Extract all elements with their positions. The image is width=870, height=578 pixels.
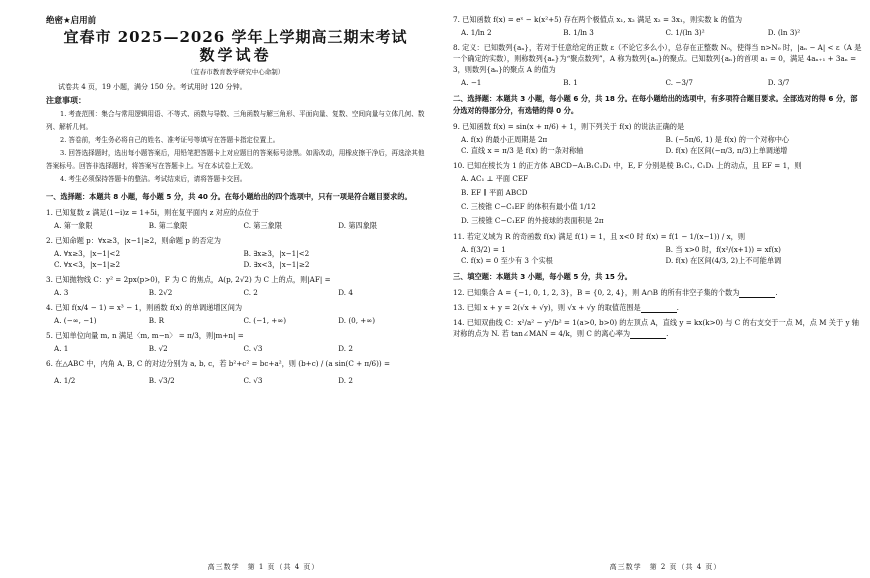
note-item: 4. 考生必须保持答题卡的整洁。考试结束后，请将答题卡交回。 bbox=[60, 175, 247, 183]
exam-organizer: （宜春市教育教学研究中心命制） bbox=[186, 68, 285, 76]
option: C. 1/(ln 3)² bbox=[665, 28, 705, 37]
question-text: 14. 已知双曲线 C：x²/a² − y²/b² = 1(a>0, b>0) 的左顶点 A，直线 y = kx(k>0) 与 C 的右支交于一点 M，点 M 关于 y 轴对称的点为 N. 若 tan∠MAN = 4/k，则 C 的离心率为 bbox=[453, 318, 859, 338]
question-11: 11. 若定义域为 R 的奇函数 f(x) 满足 f(1) = 1，且 x<0 时 f(x) = f(1 − 1/(x−1)) / x，则 bbox=[453, 232, 746, 241]
question-12: 12. 已知集合 A = {−1, 0, 1, 2, 3}，B = {0, 2, 4}，则 A∩B 的所有非空子集的个数为 . bbox=[453, 288, 778, 297]
page-footer: 高三数学 第 1 页（共 4 页） bbox=[207, 563, 320, 571]
note-item: 2. 答卷前，考生务必将自己的姓名、准考证号等填写在答题卡指定位置上。 bbox=[60, 136, 280, 144]
exam-subject: 数学试卷 bbox=[199, 46, 272, 64]
option: D. 3/7 bbox=[767, 78, 790, 87]
options-row bbox=[46, 375, 425, 386]
page-footer: 高三数学 第 2 页（共 4 页） bbox=[609, 563, 722, 571]
question-5: 5. 已知单位向量 m, n 满足〈m, m−n〉 = π/3，则|m+n| = bbox=[46, 331, 244, 340]
option: A. 1/ln 2 bbox=[461, 28, 492, 37]
option: A. f(x) 的最小正周期是 2π bbox=[461, 135, 548, 144]
notes-heading: 注意事项： bbox=[46, 96, 86, 105]
option: B. ∃x≥3，|x−1|<2 bbox=[243, 249, 310, 258]
option: A. (−∞, −1) bbox=[54, 316, 97, 325]
option: B. EF ∥ 平面 ABCD bbox=[461, 188, 528, 197]
option: B. 1/ln 3 bbox=[563, 28, 594, 37]
option: C. √3 bbox=[243, 376, 263, 385]
option: D. 2 bbox=[338, 344, 353, 353]
option: C. ∀x<3，|x−1|≥2 bbox=[54, 260, 121, 269]
option: D. 2 bbox=[338, 376, 353, 385]
page-gutter bbox=[437, 0, 438, 578]
option: D. (0, +∞) bbox=[338, 316, 376, 325]
section-heading: 一、选择题：本题共 8 小题，每小题 5 分，共 40 分。在每小题给出的四个选项中，只有一项是符合题目要求的。 bbox=[46, 192, 412, 201]
options-grid bbox=[453, 134, 862, 156]
question-8: 8. 定义：已知数列{aₙ}，若对于任意给定的正数 ε（不论它多么小），总存在正整数 N₀，使得当 n>N₀ 时，|aₙ − A| < ε（A 是一个确定的实数），则称数列{aₙ}为“聚点数列”，A 称为数列{aₙ}的聚点。已知数列{aₙ}的首项 a₁ = 0，满足 4aₙ₊₁ + 3aₙ = 3，则数列{aₙ}的聚点 A 的值为 bbox=[453, 43, 862, 74]
options-row bbox=[453, 77, 862, 88]
confidential-label: 绝密★启用前 bbox=[46, 16, 97, 26]
option: B. 第二象限 bbox=[148, 221, 188, 230]
option: C. f(x) = 0 至少有 3 个实根 bbox=[461, 256, 553, 265]
answer-blank bbox=[630, 330, 666, 339]
question-13: 13. 已知 x + y = 2(√x + √y)，则 √x + √y 的取值范围是 . bbox=[453, 303, 679, 312]
question-6: 6. 在△ABC 中，内角 A, B, C 的对边分别为 a, b, c，若 b²+c² = bc+a²，则 (b+c) / (a sin(C + π/6)) = bbox=[46, 359, 391, 368]
question-text: 13. 已知 x + y = 2(√x + √y)，则 √x + √y 的取值范围是 bbox=[453, 303, 641, 312]
options-row bbox=[46, 315, 425, 326]
answer-blank bbox=[739, 289, 775, 298]
question-1: 1. 已知复数 z 满足(1−i)z = 1+5i，则在复平面内 z 对应的点位于 bbox=[46, 208, 259, 217]
options-row bbox=[453, 27, 862, 38]
answer-blank bbox=[641, 304, 677, 313]
question-4: 4. 已知 f(x/4 − 1) = x³ − 1，则函数 f(x) 的单调递增区间为 bbox=[46, 303, 243, 312]
option: A. f(3/2) = 1 bbox=[461, 245, 506, 254]
option: C. 2 bbox=[243, 288, 258, 297]
option: D. f(x) 在区间(4/3, 2)上不可能单调 bbox=[665, 256, 782, 265]
option: A. 1 bbox=[54, 344, 69, 353]
option: D. ∃x<3，|x−1|≥2 bbox=[243, 260, 310, 269]
option: A. −1 bbox=[461, 78, 482, 87]
section-heading: 三、填空题：本题共 3 小题，每小题 5 分，共 15 分。 bbox=[453, 272, 632, 281]
question-14: 14. 已知双曲线 C：x²/a² − y²/b² = 1(a>0, b>0) 的左顶点 A，直线 y = kx(k>0) 与 C 的右支交于一点 M，点 M 关于 y 轴对称的点为 N. 若 tan∠MAN = 4/k，则 C 的离心率为 . bbox=[453, 318, 859, 338]
option: B. √2 bbox=[148, 344, 168, 353]
option: A. AC₁ ⊥ 平面 CEF bbox=[461, 174, 529, 183]
options-grid bbox=[453, 244, 862, 266]
section-heading: 二、选择题：本题共 3 小题，每小题 6 分，共 18 分。在每小题给出的选项中，有多项符合题目要求。全部选对的得 6 分，部分选对的得部分分，有选错的得 0 分。 bbox=[453, 94, 858, 115]
question-text: 12. 已知集合 A = {−1, 0, 1, 2, 3}，B = {0, 2, 4}，则 A∩B 的所有非空子集的个数为 bbox=[453, 288, 740, 297]
exam-title: 宜春市 2025—2026 学年上学期高三期末考试 bbox=[63, 28, 408, 46]
note-item: 3. 回答选择题时，选出每小题答案后，用铅笔把答题卡上对应题目的答案标号涂黑。如需改动，用橡皮擦干净后，再选涂其他答案标号。回答非选择题时，将答案写在答题卡上。写在本试卷上无效。 bbox=[46, 149, 425, 170]
question-7: 7. 已知函数 f(x) = eˣ − k(x²+5) 存在两个极值点 x₁, x₂ 满足 x₂ = 3x₁，则实数 k 的值为 bbox=[453, 15, 743, 24]
option: C. 第三象限 bbox=[243, 221, 283, 230]
option: A. 第一象限 bbox=[54, 221, 93, 230]
options-row bbox=[46, 220, 425, 231]
exam-info: 试卷共 4 页，19 小题，满分 150 分。考试用时 120 分钟。 bbox=[58, 83, 247, 91]
option: B. 2√2 bbox=[148, 288, 173, 297]
option: A. 1/2 bbox=[54, 376, 76, 385]
option: D. 三棱锥 C−C₁EF 的外接球的表面积是 2π bbox=[461, 216, 604, 225]
question-9: 9. 已知函数 f(x) = sin(x + π/6) + 1，则下列关于 f(x) 的说法正确的是 bbox=[453, 122, 685, 131]
options-grid bbox=[46, 248, 425, 270]
exam-page-2 bbox=[445, 0, 870, 578]
option: C. −3/7 bbox=[665, 78, 693, 87]
note-item: 1. 考查范围：集合与常用逻辑用语、不等式、函数与导数、三角函数与解三角形、平面向量、复数、空间向量与立体几何、数列、解析几何。 bbox=[46, 110, 425, 131]
option: B. √3/2 bbox=[148, 376, 175, 385]
option: D. (ln 3)² bbox=[767, 28, 801, 37]
option: B. (−5π/6, 1) 是 f(x) 的一个对称中心 bbox=[665, 135, 790, 144]
option: B. 当 x>0 时，f(x²/(x+1)) = xf(x) bbox=[665, 245, 781, 254]
question-10: 10. 已知在棱长为 1 的正方体 ABCD−A₁B₁C₁D₁ 中，E, F 分别是棱 B₁C₁, C₁D₁ 上的动点，且 EF = 1，则 bbox=[453, 161, 802, 170]
question-3: 3. 已知抛物线 C：y² = 2px(p>0)，F 为 C 的焦点，A(p, 2√2) 为 C 上的点，则|AF| = bbox=[46, 275, 331, 284]
option: C. 直线 x = π/3 是 f(x) 的一条对称轴 bbox=[461, 146, 584, 155]
option: A. 3 bbox=[54, 288, 69, 297]
option: D. 4 bbox=[338, 288, 353, 297]
option: A. ∀x≥3，|x−1|<2 bbox=[54, 249, 121, 258]
option: C. 三棱锥 C−C₁EF 的体积有最小值 1/12 bbox=[461, 202, 596, 211]
option: C. √3 bbox=[243, 344, 263, 353]
options-row bbox=[46, 343, 425, 354]
option: B. 1 bbox=[563, 78, 578, 87]
option: D. f(x) 在区间(−π/3, π/3)上单调递增 bbox=[665, 146, 788, 155]
option: D. 第四象限 bbox=[338, 221, 378, 230]
option: C. (−1, +∞) bbox=[243, 316, 287, 325]
question-2: 2. 已知命题 p：∀x≥3，|x−1|≥2，则命题 p 的否定为 bbox=[46, 236, 221, 245]
option: B. R bbox=[148, 316, 165, 325]
options-row bbox=[46, 287, 425, 298]
